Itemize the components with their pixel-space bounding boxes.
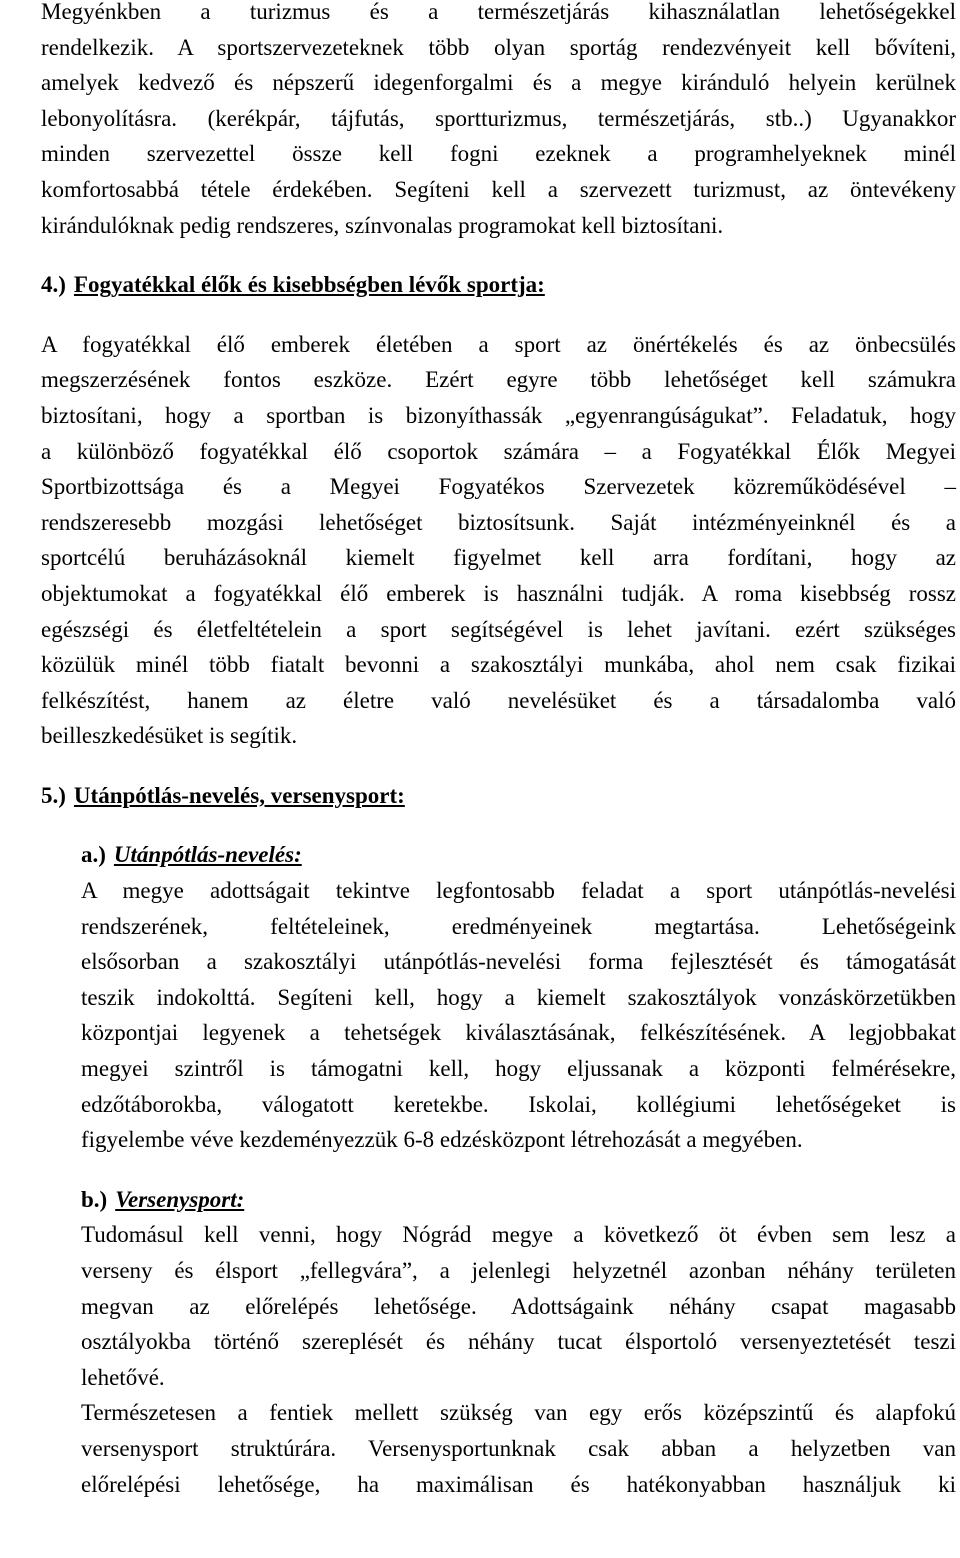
- text-line: egészségi és életfeltételein a sport segítségével is lehet javítani. ezért szükséges: [41, 616, 956, 642]
- intro-paragraph: [41, 0, 956, 243]
- text-line: Megyénkben a turizmus és a természetjárás kihasználatlan lehetőségekkel: [41, 0, 956, 24]
- text-line: Tudomásul kell venni, hogy Nógrád megye a következő öt évben sem lesz a: [81, 1222, 956, 1248]
- spacer: [41, 1158, 956, 1182]
- section-5-heading: [41, 778, 956, 814]
- text-line: a különböző fogyatékkal élő csoportok számára – a Fogyatékkal Élők Megyei: [41, 438, 956, 464]
- subsection-title: Utánpótlás-nevelés:: [113, 842, 302, 868]
- text-line: központjai legyenek a tehetségek kiválasztásának, felkészítésének. A legjobbakat: [81, 1020, 956, 1046]
- text-line: osztályokba történő szereplését és néhány tucat élsportoló versenyeztetését teszi: [81, 1329, 956, 1355]
- text-line: biztosítani, hogy a sportban is bizonyíthassák „egyenrangúságukat”. Feladatuk, hogy: [41, 402, 956, 428]
- text-line: A megye adottságait tekintve legfontosabb feladat a sport utánpótlás-nevelési: [81, 878, 956, 904]
- text-line: előrelépési lehetősége, ha maximálisan és hatékonyabban használjuk ki: [81, 1471, 956, 1497]
- subsection-b-paragraph-2: [41, 1395, 956, 1502]
- text-line: figyelembe véve kezdeményezzük 6-8 edzésközpont létrehozását a megyében.: [81, 1127, 803, 1153]
- spacer: [41, 813, 956, 837]
- subsection-a-heading: [41, 837, 956, 873]
- section-4-paragraph: [41, 327, 956, 754]
- text-line: sportcélú beruházásoknál kiemelt figyelmet kell arra fordítani, hogy az: [41, 545, 956, 571]
- text-line: minden szervezettel össze kell fogni ezeknek a programhelyeknek minél: [41, 141, 956, 167]
- text-line: Természetesen a fentiek mellett szükség van egy erős középszintű és alapfokú: [81, 1400, 956, 1426]
- text-line: rendszeresebb mozgási lehetőséget biztosítsunk. Saját intézményeinknél és a: [41, 509, 956, 535]
- text-line: megszerzésének fontos eszköze. Ezért egyre több lehetőséget kell számukra: [41, 367, 956, 393]
- text-line: lebonyolításra. (kerékpár, tájfutás, sportturizmus, természetjárás, stb..) Ugyanakkor: [41, 105, 956, 131]
- text-line: lehetővé.: [81, 1364, 165, 1390]
- spacer: [41, 754, 956, 778]
- text-line: megyei szintről is támogatni kell, hogy eljussanak a központi felmérésekre,: [81, 1056, 956, 1082]
- text-line: rendelkezik. A sportszervezeteknek több olyan sportág rendezvényeit kell bővíteni,: [41, 34, 956, 60]
- spacer: [41, 303, 956, 327]
- subsection-number: a.): [81, 842, 106, 868]
- text-line: edzőtáborokba, válogatott keretekbe. Iskolai, kollégiumi lehetőségeket is: [81, 1091, 956, 1117]
- subsection-a-paragraph: [41, 873, 956, 1158]
- text-line: A fogyatékkal élő emberek életében a sport az önértékelés és az önbecsülés: [41, 331, 956, 357]
- text-line: elsősorban a szakosztályi utánpótlás-nevelési forma fejlesztését és támogatását: [81, 949, 956, 975]
- text-line: beilleszkedésüket is segítik.: [41, 723, 298, 749]
- text-line: objektumokat a fogyatékkal élő emberek is használni tudják. A roma kisebbség rossz: [41, 580, 956, 606]
- text-line: amelyek kedvező és népszerű idegenforgalmi és a megye kiránduló helyein kerülnek: [41, 70, 956, 96]
- section-number: 5.): [41, 782, 66, 808]
- text-line: verseny és élsport „fellegvára”, a jelenlegi helyzetnél azonban néhány területen: [81, 1258, 956, 1283]
- subsection-number: b.): [81, 1186, 108, 1212]
- text-line: versenysport struktúrára. Versenysportunknak csak abban a helyzetben van: [81, 1435, 956, 1461]
- subsection-title: Versenysport:: [115, 1186, 245, 1212]
- subsection-b-paragraph: [41, 1217, 956, 1395]
- text-line: rendszerének, feltételeinek, eredményeinek megtartása. Lehetőségeink: [81, 913, 956, 939]
- text-line: közülük minél több fiatalt bevonni a szakosztályi munkába, ahol nem csak fizikai: [41, 652, 956, 678]
- text-line: megvan az előrelépés lehetősége. Adottságaink néhány csapat magasabb: [81, 1293, 956, 1319]
- section-4-heading: [41, 267, 956, 303]
- subsection-b-heading: [41, 1182, 956, 1218]
- section-title: Utánpótlás-nevelés, versenysport:: [73, 782, 405, 808]
- text-line: Sportbizottsága és a Megyei Fogyatékos Szervezetek közreműködésével –: [41, 474, 956, 500]
- section-title: Fogyatékkal élők és kisebbségben lévők sportja:: [73, 272, 545, 298]
- text-line: teszik indokolttá. Segíteni kell, hogy a kiemelt szakosztályok vonzáskörzetükben: [81, 984, 956, 1010]
- spacer: [41, 243, 956, 267]
- section-number: 4.): [41, 272, 66, 298]
- text-line: kirándulóknak pedig rendszeres, színvonalas programokat kell biztosítani.: [41, 212, 724, 238]
- text-line: felkészítést, hanem az életre való nevelésüket és a társadalomba való: [41, 687, 956, 713]
- text-line: komfortosabbá tétele érdekében. Segíteni kell a szervezett turizmust, az öntevékeny: [41, 176, 956, 202]
